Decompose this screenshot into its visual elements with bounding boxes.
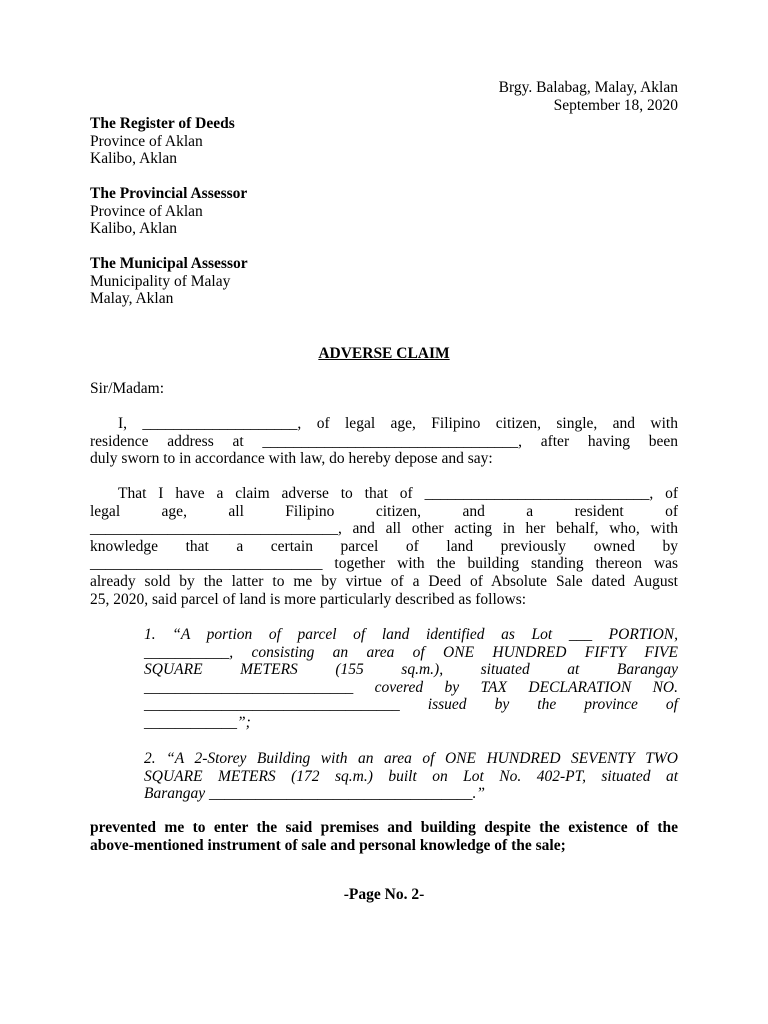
paragraph-prevented: [90, 819, 678, 854]
item-line: Barangay __________________________________.”: [144, 785, 485, 803]
page-number: -Page No. 2-: [343, 886, 425, 903]
addressee-line: Malay, Aklan: [90, 290, 174, 308]
location-line: Brgy. Balabag, Malay, Aklan: [498, 79, 678, 96]
paragraph-deponent: [90, 415, 678, 468]
addressee-name: The Municipal Assessor: [90, 255, 248, 272]
item-line: ___________, consisting an area of ONE HUNDRED FIFTY FIVE: [144, 643, 678, 661]
paragraph-line: residence address at _________________________________, after having been: [90, 432, 678, 450]
addressee-municipal-assessor: [90, 255, 248, 308]
item-line: _________________________________ issued by the province of: [144, 696, 678, 714]
item-line: SQUARE METERS (155 sq.m.), situated at Barangay: [144, 661, 678, 679]
paragraph-line: ______________________________ together with the building standing thereon was: [90, 555, 678, 573]
addressee-register-of-deeds: [90, 115, 235, 168]
addressee-line: Municipality of Malay: [90, 272, 231, 290]
paragraph-line: above-mentioned instrument of sale and personal knowledge of the sale;: [90, 836, 566, 854]
property-item-building: [144, 750, 678, 803]
item-line: ___________________________ covered by TAX DECLARATION NO.: [144, 678, 678, 696]
paragraph-line: ________________________________, and all other acting in her behalf, who, with: [90, 520, 678, 538]
salutation: Sir/Madam:: [90, 380, 165, 397]
item-line: 1. “A portion of parcel of land identified as Lot ___ PORTION,: [144, 626, 678, 643]
addressee-name: The Provincial Assessor: [90, 185, 248, 202]
paragraph-line: That I have a claim adverse to that of _____________________________, of: [118, 485, 678, 502]
letter-header: [499, 79, 678, 114]
paragraph-line: prevented me to enter the said premises and building despite the existence of the: [90, 819, 678, 836]
paragraph-line: 25, 2020, said parcel of land is more particularly described as follows:: [90, 590, 527, 608]
item-line: 2. “A 2-Storey Building with an area of ONE HUNDRED SEVENTY TWO: [144, 750, 678, 767]
addressee-line: Kalibo, Aklan: [90, 220, 177, 238]
paragraph-claim: [90, 485, 678, 608]
addressee-provincial-assessor: [90, 185, 247, 238]
addressee-line: Province of Aklan: [90, 132, 203, 150]
addressee-name: The Register of Deeds: [90, 115, 235, 132]
document-title: ADVERSE CLAIM: [318, 345, 450, 362]
date-line: September 18, 2020: [553, 96, 678, 114]
paragraph-line: duly sworn to in accordance with law, do hereby depose and say:: [90, 450, 493, 468]
paragraph-line: I, ____________________, of legal age, Filipino citizen, single, and with: [118, 415, 678, 432]
item-line: ____________”;: [144, 713, 251, 731]
item-line: SQUARE METERS (172 sq.m.) built on Lot No. 402-PT, situated at: [144, 767, 678, 785]
property-item-land: [144, 626, 678, 732]
paragraph-line: knowledge that a certain parcel of land previously owned by: [90, 537, 678, 555]
addressee-line: Kalibo, Aklan: [90, 150, 177, 168]
paragraph-line: legal age, all Filipino citizen, and a resident of: [90, 502, 678, 520]
addressee-line: Province of Aklan: [90, 202, 203, 220]
paragraph-line: already sold by the latter to me by virtue of a Deed of Absolute Sale dated August: [90, 572, 678, 590]
